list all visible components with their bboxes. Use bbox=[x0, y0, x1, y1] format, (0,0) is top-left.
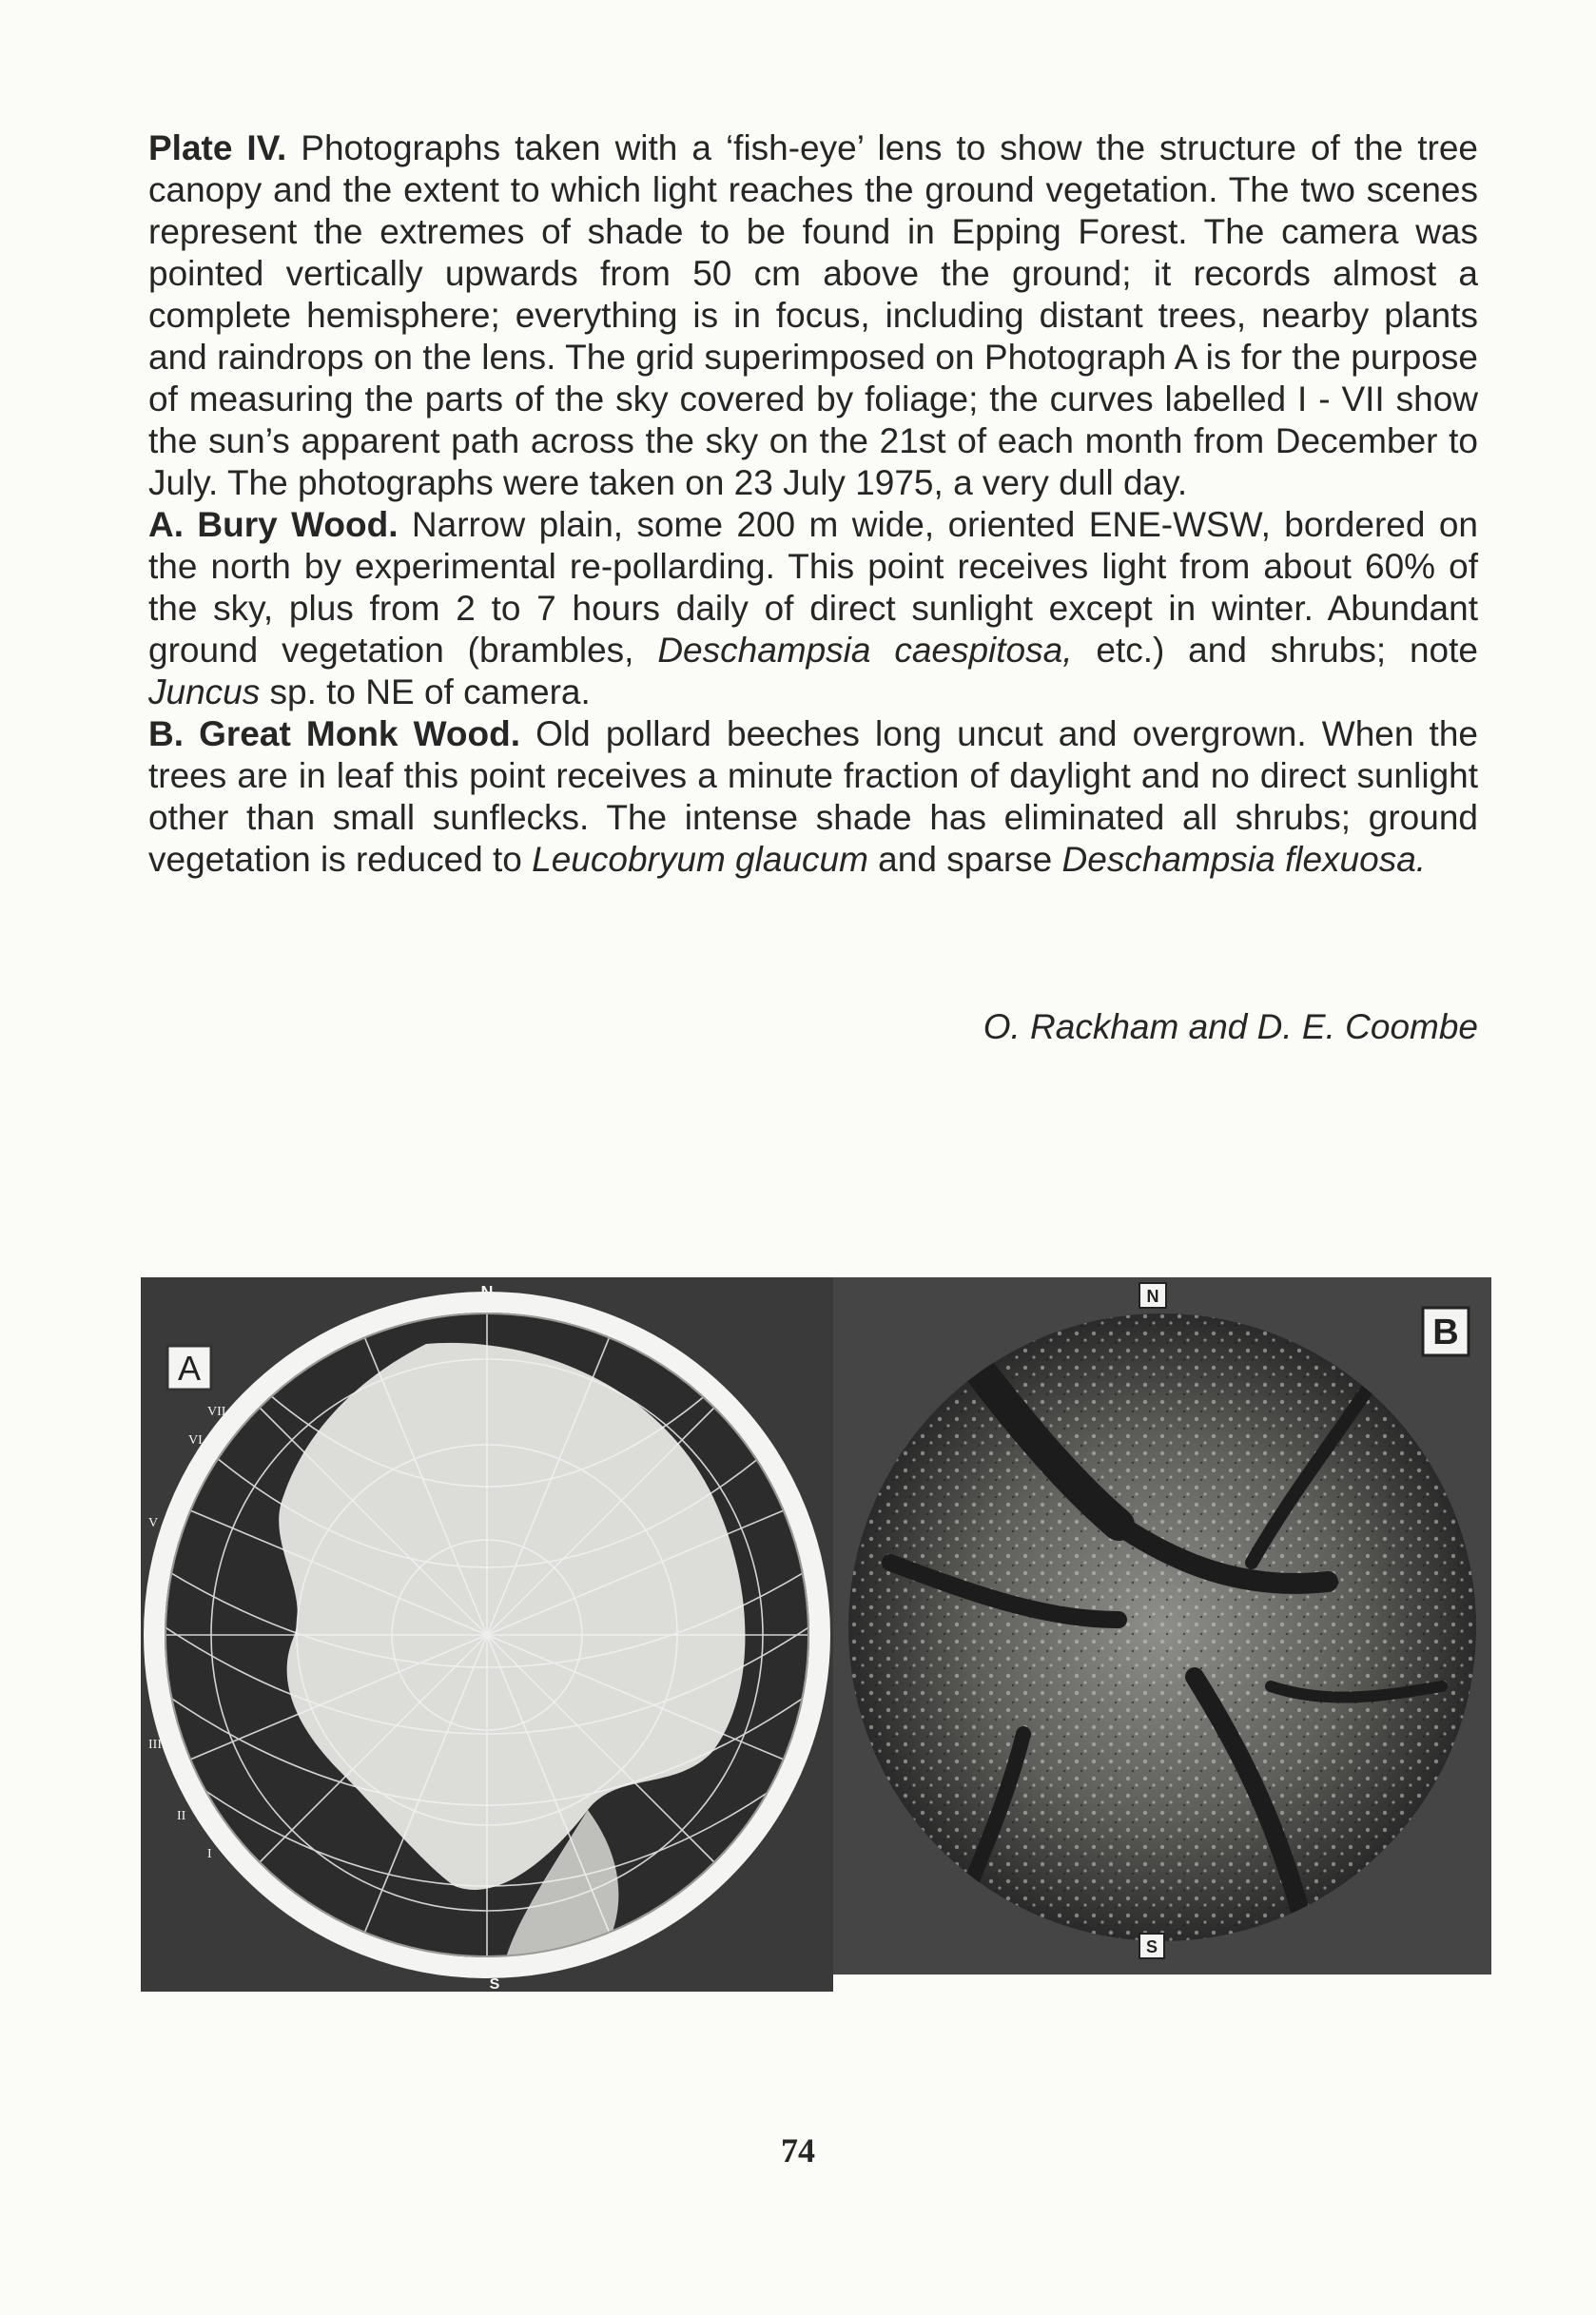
photo-plate bbox=[141, 1277, 1491, 1992]
plate-text: Photographs taken with a ‘fish-eye’ lens to show the structure of the tree canopy and the extent to which light reaches the ground vegetation. The two scenes represent the extremes of shade to be found in Epping Forest. The camera was pointed vertically upwards from 50 cm above the ground; it records almost a complete hemisphere; everything is in focus, including distant trees, nearby plants and raindrops on the lens. The grid superimposed on Photograph A is for the purpose of measuring the parts of the sky covered by foliage; the curves labelled I - VII show the sun’s apparent path across the sky on the 21st of each month from December to July. The photographs were taken on 23 July 1975, a very dull day. bbox=[148, 128, 1479, 502]
species-name: Deschampsia caespitosa, bbox=[657, 631, 1073, 670]
photo-b-north-label: N bbox=[1146, 1287, 1159, 1306]
photo-a bbox=[141, 1277, 833, 1992]
photo-a-label: A bbox=[177, 1349, 202, 1388]
authors: O. Rackham and D. E. Coombe bbox=[983, 1007, 1478, 1046]
species-name: Leucobryum glaucum bbox=[532, 840, 868, 879]
site-a-text: Narrow plain, some 200 m wide, oriented ENE-WSW, bordered on the north by experimental re-pollarding. This point receives light from about 60% of the sky, plus from 2 to 7 hours daily of direct sunlight except in winter. Abundant ground vegetation (brambles, bbox=[148, 505, 1479, 670]
curve-label-v: V bbox=[148, 1516, 159, 1530]
curve-label-vi: VI bbox=[188, 1433, 203, 1448]
photo-b-south-label: S bbox=[1145, 1937, 1158, 1956]
site-b-text: and sparse bbox=[867, 840, 1062, 879]
photo-b bbox=[833, 1277, 1491, 1975]
photo-a-graphic bbox=[141, 1277, 833, 1992]
photo-a-north-label: N bbox=[480, 1283, 494, 1302]
description-a bbox=[148, 504, 1478, 713]
site-a-text: etc.) and shrubs; note bbox=[1072, 631, 1478, 670]
curve-label-vii: VII bbox=[207, 1405, 226, 1419]
site-b-text: Old pollard beeches long uncut and overgrown. When the trees are in leaf this point receives a minute fraction of daylight and no direct sunlight other than small sunflecks. The intense shade has eliminated all shrubs; ground vegetation is reduced to bbox=[148, 714, 1478, 879]
site-a-label: A. Bury Wood. bbox=[148, 505, 399, 544]
plate-description bbox=[148, 127, 1478, 504]
curve-label-ii: II bbox=[177, 1809, 186, 1823]
site-b-label: B. Great Monk Wood. bbox=[148, 714, 520, 753]
description-b bbox=[148, 713, 1478, 881]
species-name: Juncus bbox=[148, 672, 261, 711]
plate-label: Plate IV. bbox=[148, 128, 287, 167]
page-number: 74 bbox=[781, 2131, 815, 2169]
species-name: Deschampsia flexuosa. bbox=[1061, 840, 1427, 879]
photo-b-graphic bbox=[833, 1277, 1491, 1975]
curve-label-i: I bbox=[207, 1847, 212, 1861]
site-a-text: sp. to NE of camera. bbox=[260, 672, 591, 711]
photo-a-south-label: S bbox=[489, 1976, 500, 1992]
plate-caption bbox=[148, 127, 1478, 881]
curve-label-iii: III bbox=[148, 1738, 162, 1752]
photo-b-label: B bbox=[1432, 1313, 1459, 1352]
